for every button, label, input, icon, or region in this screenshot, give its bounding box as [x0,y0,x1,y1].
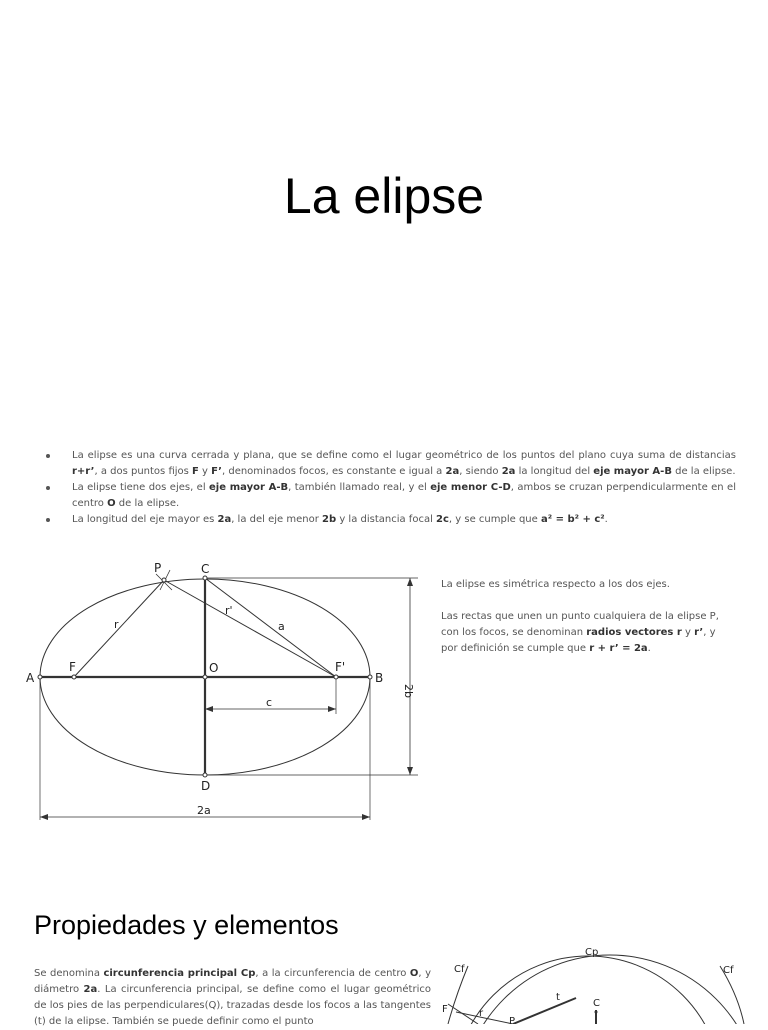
bullet-dot [46,486,50,490]
label-c-small: C [593,998,600,1009]
label-cf-left: Cf [454,964,465,975]
page-title: La elipse [283,168,485,224]
label-2a: 2a [197,804,211,817]
section-title: Propiedades y elementos [34,910,339,940]
radius-r-prime [164,580,336,677]
bullet-text: La longitud del eje mayor es 2a, la del eje menor 2b y la distancia focal 2c, y se cumple que a² = b² + c². [72,514,608,525]
point-o [203,675,207,679]
symmetry-paragraph: La elipse es simétrica respecto a los dos ejes. [441,579,670,590]
focus-line [448,1004,478,1024]
bullet-item [40,480,736,512]
label-a: A [26,671,35,685]
radius-r [74,580,164,677]
label-2b: 2b [402,684,415,698]
label-c-distance: c [266,696,273,709]
label-cf-right: Cf [723,965,734,976]
label-r: r [114,618,119,631]
label-p: P [154,561,162,575]
principal-circle-cp [454,956,722,1024]
label-o: O [209,661,219,675]
point-f [72,675,76,679]
bullet-dot [46,518,50,522]
definition-bullet-list [40,448,736,528]
point-a [38,675,42,679]
label-b: B [375,671,384,685]
label-segment-a: a [278,620,285,633]
label-c: C [201,562,210,576]
point-p [162,578,166,582]
label-f-small: F [442,1004,448,1015]
point-f-prime [334,675,338,679]
label-r-small: r [479,1008,484,1019]
arrow-2b-top [407,578,413,586]
arrow-2a-right [362,814,370,820]
bullet-item [40,512,736,528]
label-d: D [201,779,211,793]
point-d [203,773,207,777]
bullet-dot [46,454,50,458]
label-f: F [69,660,76,674]
symmetry-text [441,577,721,673]
bullet-text: La elipse es una curva cerrada y plana, que se define como el lugar geométrico de los puntos del plano cuya suma de distancias r+r’, a dos puntos fijos F y F’, denominados focos, es constante e igual a 2a, siendo 2a la longitud del eje mayor A-B de la elipse. [72,450,736,477]
arrow-2a-left [40,814,48,820]
ellipse-diagram [20,558,440,828]
point-b [368,675,372,679]
arrow-c-left [205,706,213,712]
focal-circle-left [460,955,760,1024]
arrow-c-right [328,706,336,712]
point-c [203,576,207,580]
bullet-text: La elipse tiene dos ejes, el eje mayor A-B, también llamado real, y el eje menor C-D, ambos se cruzan perpendicularmente en el centro O de la elipse. [72,482,736,509]
radius-vectors-paragraph: Las rectas que unen un punto cualquiera de la elipse P, con los focos, se denominan radios vectores r y r’, y por definición se cumple que r + r’ = 2a. [441,611,719,654]
point-c-small [595,1011,598,1014]
tangent-line [513,998,576,1024]
label-t-small: t [556,992,560,1003]
segment-a [205,578,336,677]
arrow-2b-bottom [407,767,413,775]
label-cp: Cp [585,947,599,958]
bullet-item [40,448,736,480]
label-p-small: P [509,1016,516,1024]
principal-circle-paragraph: Se denomina circunferencia principal Cp, a la circunferencia de centro O, y diámetro 2a. La circunferencia principal, se define como el lugar geométrico de los pies de las perpendiculares(Q), trazadas desde los focos a las tangentes (t) de la elipse. También se puede definir como el punto [34,968,431,1027]
label-r-prime: r' [225,604,233,617]
label-f-prime: F' [335,660,346,674]
properties-diagram [438,940,768,1024]
